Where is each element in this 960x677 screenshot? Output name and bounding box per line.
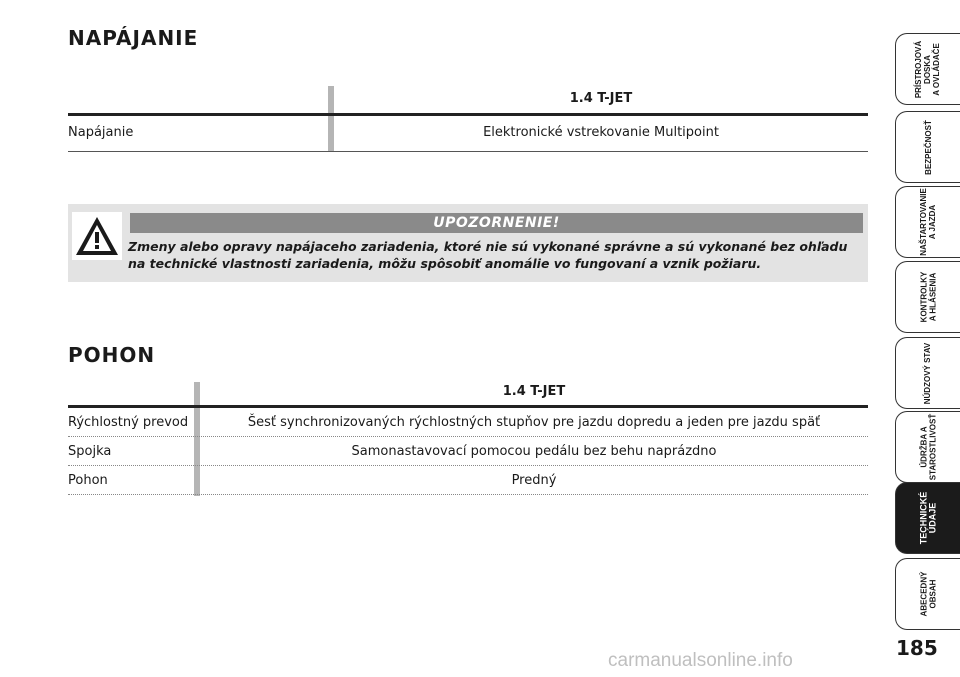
watermark: carmanualsonline.info: [608, 650, 793, 671]
table-header: 1.4 T-JET: [502, 384, 566, 399]
chapter-tab-nastartovanie[interactable]: [895, 186, 960, 258]
table-row-label: Pohon: [68, 473, 108, 488]
tab-label: NÚDZOVÝ STAV: [923, 342, 933, 404]
chapter-tab-technicke-udaje[interactable]: [895, 482, 960, 554]
section-title-napajanie: NAPÁJANIE: [68, 26, 199, 50]
table-row-value: Elektronické vstrekovanie Multipoint: [483, 125, 719, 140]
chapter-tab-bezpecnost[interactable]: [895, 111, 960, 183]
page-number: 185: [896, 636, 938, 660]
chapter-tab-kontrolky[interactable]: [895, 261, 960, 333]
table-header: 1.4 T-JET: [569, 91, 633, 106]
table-row-divider: [68, 465, 868, 466]
table-header-rule: [68, 405, 868, 408]
chapter-tab-abecedny-obsah[interactable]: [895, 558, 960, 630]
tab-label: PRÍSTROJOVÁ DOSKA A OVLÁDAČE: [914, 40, 942, 98]
chapter-tab-nudzovy-stav[interactable]: [895, 337, 960, 409]
table-row-value: Samonastavovací pomocou pedálu bez behu naprázdno: [351, 444, 717, 459]
warning-title: UPOZORNENIE!: [130, 213, 863, 233]
table-row-value: Predný: [511, 473, 557, 488]
table-row-divider: [68, 436, 868, 437]
chapter-tab-pristrojova-doska[interactable]: [895, 33, 960, 105]
table-row-label: Spojka: [68, 444, 112, 459]
table-row-label: Rýchlostný prevod: [68, 415, 189, 430]
tab-label: TECHNICKÉ ÚDAJE: [917, 491, 937, 545]
warning-text: Zmeny alebo opravy napájaceho zariadenia, ktoré nie sú vykonané správne a sú vykonané bez ohľadu na technické vlastnosti zariadenia, môžu spôsobiť anomálie vo fungovaní a vznik požiaru.: [128, 239, 848, 271]
tab-label: BEZPEČNOSŤ: [923, 119, 933, 175]
tab-label: KONTROLKY A HLÁSENIA: [918, 271, 937, 323]
chapter-tab-udrzba[interactable]: [895, 411, 960, 483]
table-row-divider: [68, 494, 868, 495]
warning-triangle-icon: [72, 212, 122, 260]
warning-box: [68, 204, 868, 282]
tab-label: ÚDRŽBA A STAROSTLIVOSŤ: [919, 413, 937, 481]
table-row-value: Šesť synchronizovaných rýchlostných stupňov pre jazdu dopredu a jeden pre jazdu späť: [247, 415, 821, 430]
tab-label: NAŠTARTOVANIE A JAZDA: [919, 188, 937, 256]
section-title-pohon: POHON: [68, 343, 156, 367]
tab-label: ABECEDNÝ OBSAH: [919, 571, 937, 617]
table-header-rule: [68, 113, 868, 116]
table-bottom-rule: [68, 151, 868, 152]
table-row-label: Napájanie: [68, 125, 134, 140]
